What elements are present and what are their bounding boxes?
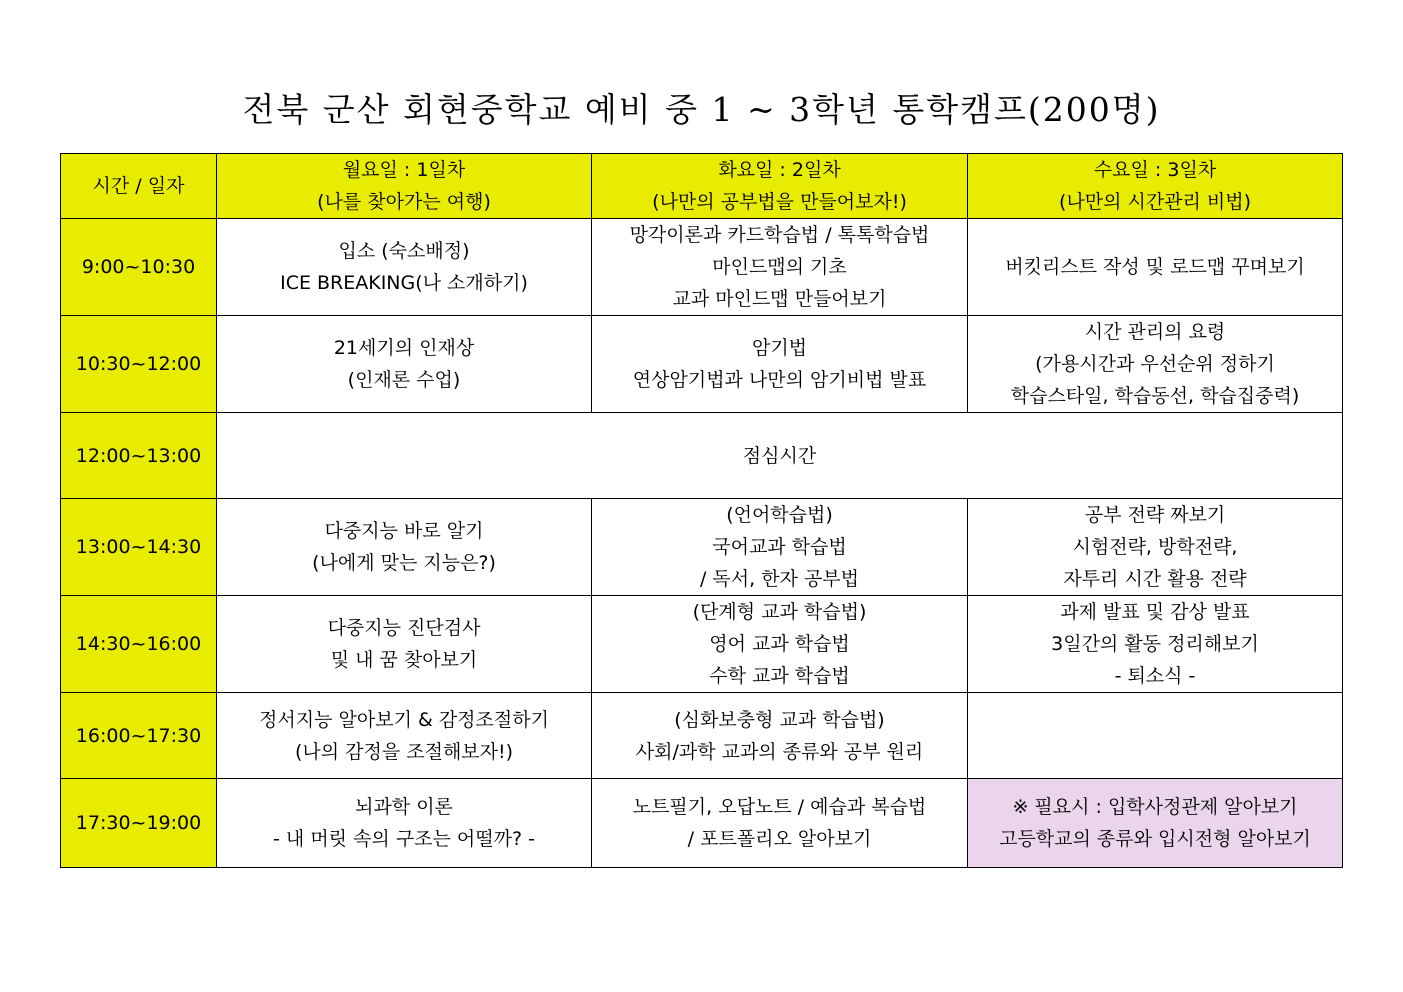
- cell-line: 3일간의 활동 정리해보기: [1051, 633, 1259, 655]
- time-cell: 17:30~19:00: [61, 779, 217, 868]
- cell-line: 마인드맵의 기초: [712, 256, 847, 278]
- cell-mon: [217, 596, 592, 693]
- cell-line: 시험전략, 방학전략,: [1072, 536, 1238, 558]
- cell-line: (심화보충형 교과 학습법): [674, 708, 885, 731]
- day-theme: (나만의 시간관리 비법): [1058, 191, 1252, 213]
- cell-mon: [217, 693, 592, 779]
- cell-line: 시간 관리의 요령: [1084, 321, 1226, 343]
- cell-line: 연상암기법과 나만의 암기비법 발표: [632, 369, 927, 391]
- cell-line: 공부 전략 짜보기: [1084, 504, 1226, 526]
- cell-line: (나에게 맞는 지능은?): [312, 552, 496, 574]
- day-theme: (나만의 공부법을 만들어보자!): [652, 191, 907, 213]
- time-cell: 9:00~10:30: [61, 219, 217, 316]
- cell-line: 다중지능 진단검사: [327, 617, 481, 639]
- cell-mon: [217, 219, 592, 316]
- cell-line: (나의 감정을 조절해보자!): [294, 740, 514, 763]
- cell-line: 정서지능 알아보기 & 감정조절하기: [259, 708, 549, 731]
- day-header-wed: [968, 154, 1343, 219]
- cell-line: 고등학교의 종류와 입시전형 알아보기: [999, 828, 1311, 850]
- cell-line: (언어학습법): [726, 504, 833, 526]
- cell-line: 노트필기, 오답노트 / 예습과 복습법: [632, 796, 927, 818]
- cell-wed: [968, 596, 1343, 693]
- cell-tue: [592, 316, 968, 413]
- day-label: 화요일 : 2일차: [718, 159, 841, 181]
- corner-header: 시간 / 일자: [61, 154, 217, 219]
- cell-line: 교과 마인드맵 만들어보기: [672, 288, 887, 310]
- cell-line: 영어 교과 학습법: [709, 633, 850, 655]
- cell-line: 수학 교과 학습법: [709, 665, 850, 687]
- cell-tue: [592, 219, 968, 316]
- table-row: [61, 499, 1343, 596]
- cell-line: 과제 발표 및 감상 발표: [1060, 601, 1250, 623]
- cell-line: - 내 머릿 속의 구조는 어떨까? -: [273, 828, 535, 850]
- table-row: [61, 316, 1343, 413]
- cell-wed: [968, 316, 1343, 413]
- time-cell: 16:00~17:30: [61, 693, 217, 779]
- table-row: [61, 413, 1343, 499]
- cell-line: - 퇴소식 -: [1114, 665, 1196, 687]
- cell-mon: [217, 316, 592, 413]
- cell-wed-empty: [968, 693, 1343, 779]
- time-cell: 12:00~13:00: [61, 413, 217, 499]
- cell-tue: [592, 499, 968, 596]
- cell-wed-highlight: [968, 779, 1343, 868]
- table-row: [61, 596, 1343, 693]
- header-row: [61, 154, 1343, 219]
- cell-line: ICE BREAKING(나 소개하기): [280, 272, 528, 294]
- cell-line: 국어교과 학습법: [712, 536, 847, 558]
- cell-line: 학습스타일, 학습동선, 학습집중력): [1010, 385, 1300, 407]
- day-label: 수요일 : 3일차: [1093, 159, 1217, 181]
- cell-tue: [592, 596, 968, 693]
- day-header-tue: [592, 154, 968, 219]
- cell-mon: [217, 499, 592, 596]
- cell-tue: [592, 693, 968, 779]
- cell-line: 21세기의 인재상: [333, 337, 475, 359]
- cell-line: / 포트폴리오 알아보기: [687, 828, 872, 850]
- lunch-cell: 점심시간: [217, 413, 1343, 499]
- page-title: 전북 군산 회현중학교 예비 중 1 ~ 3학년 통학캠프(200명): [242, 90, 1161, 129]
- day-header-mon: [217, 154, 592, 219]
- cell-tue: [592, 779, 968, 868]
- table-row: [61, 693, 1343, 779]
- cell-line: 자투리 시간 활용 전략: [1063, 568, 1247, 590]
- cell-line: / 독서, 한자 공부법: [699, 568, 860, 590]
- table-row: [61, 779, 1343, 868]
- table-row: [61, 219, 1343, 316]
- schedule-table: [60, 153, 1343, 868]
- cell-line: 입소 (숙소배정): [338, 240, 470, 262]
- time-cell: 10:30~12:00: [61, 316, 217, 413]
- day-label: 월요일 : 1일차: [342, 159, 466, 181]
- cell-line: 사회/과학 교과의 종류와 공부 원리: [635, 740, 924, 763]
- time-cell: 13:00~14:30: [61, 499, 217, 596]
- cell-line: 암기법: [751, 337, 808, 359]
- cell-line: 및 내 꿈 찾아보기: [330, 649, 478, 671]
- cell-line: 다중지능 바로 알기: [324, 520, 484, 542]
- cell-line: (가용시간과 우선순위 정하기: [1035, 353, 1275, 375]
- cell-line: 망각이론과 카드학습법 / 톡톡학습법: [629, 224, 930, 246]
- cell-line: (인재론 수업): [347, 369, 461, 391]
- day-theme: (나를 찾아가는 여행): [317, 191, 491, 213]
- cell-wed: [968, 219, 1343, 316]
- cell-line: 버킷리스트 작성 및 로드맵 꾸며보기: [1005, 256, 1305, 278]
- cell-line: 뇌과학 이론: [355, 796, 453, 818]
- cell-mon: [217, 779, 592, 868]
- cell-line: ※ 필요시 : 입학사정관제 알아보기: [1012, 796, 1298, 818]
- cell-line: (단계형 교과 학습법): [692, 601, 867, 623]
- time-cell: 14:30~16:00: [61, 596, 217, 693]
- cell-wed: [968, 499, 1343, 596]
